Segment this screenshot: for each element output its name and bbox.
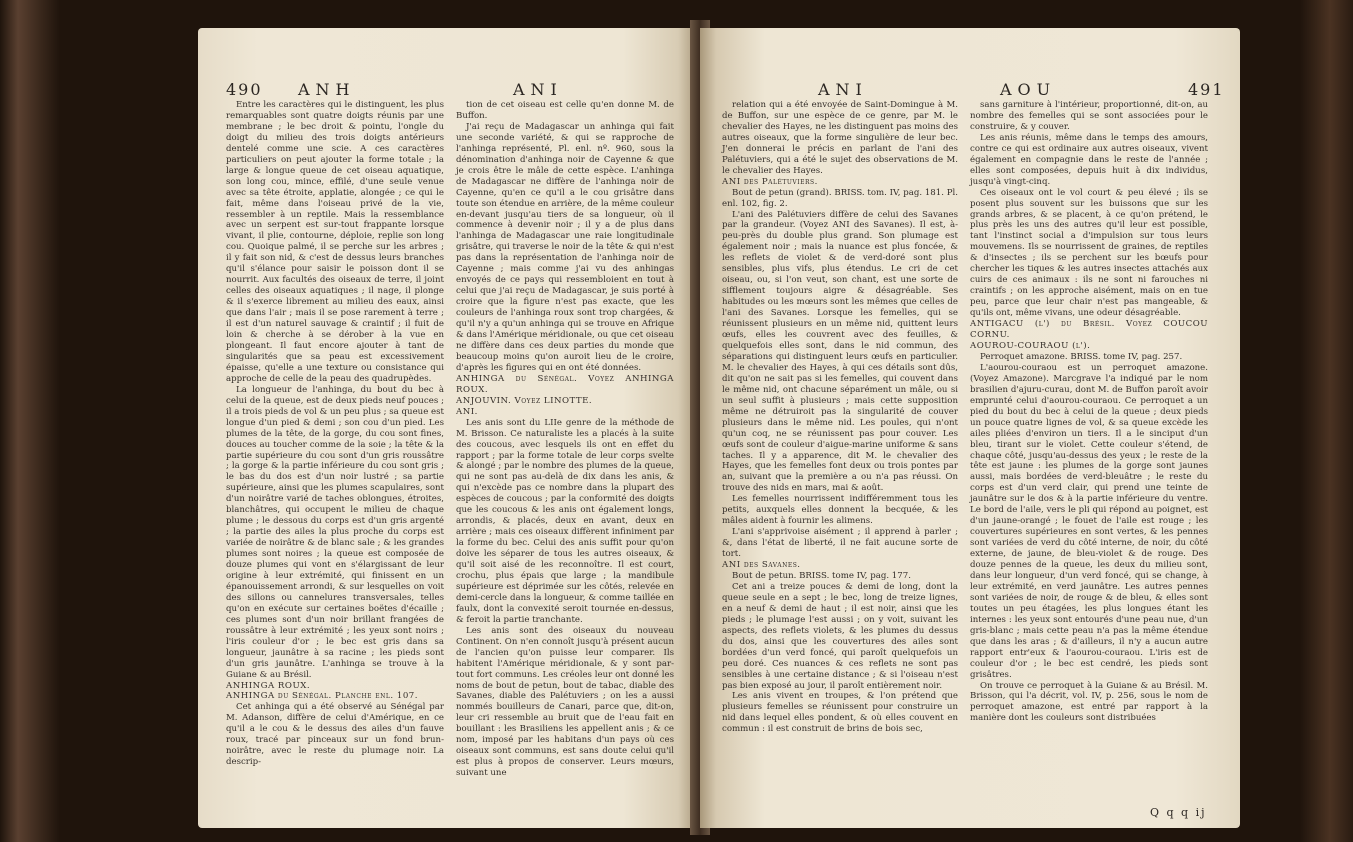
paragraph: On trouve ce perroquet à la Guiane & au Brésil. M. Brisson, qui l'a décrit, vol. IV, p. 256, sous le nom de perroquet amazone, est entré par rapport à la manière dont les couleurs sont distribuées [970, 680, 1208, 724]
right-header-word-left: ANI [818, 80, 868, 99]
paragraph: L'aourou-couraou est un perroquet amazone. (Voyez Amazone). Marcgrave l'a indiqué par le nom brasilien d'ajuru-curau, dont M. de Buffon paroît avoir emprunté celui d'aourou-couraou. Ce perroquet a un pied du bout du bec à celui de la queue ; deux pieds un pouce quatre lignes de vol, & sa queue excède les ailes pliées d'environ un tiers. Il a le sinciput d'un bleu, tirant sur le violet. Cette couleur s'étend, de chaque côté, jusqu'au-dessus des yeux ; le reste de la tête est jaune : les plumes de la gorge sont jaunes aussi, mais bordées de verd-bleuâtre ; le reste du corps est d'un verd clair, qui prend une teinte de jaunâtre sur le dos & à la partie inférieure du ventre. Le bord de l'aile, vers le pli qui répond au poignet, est d'un jaune-orangé ; le fouet de l'aile est rouge ; les couvertures supérieures en sont vertes, & les pennes sont variées de verd du côté interne, de noir, du côté externe, de jaune, de bleu-violet & de rouge. Des douze pennes de la queue, les deux du milieu sont, dans leur longueur, d'un verd foncé, qui se change, à leur extrémité, en verd jaunâtre. Les autres pennes sont variées de noir, de rouge & de bleu, & elles sont toutes un peu étagées, les plus longues étant les internes : les yeux sont entourés d'une peau nue, d'un gris-blanc ; mais cette peau n'a pas la même étendue que dans les aras ; & d'ailleurs, il n'y a aucun autre rapport entr'eux & l'aourou-couraou. L'iris est de couleur d'or ; le bec est cendré, les pieds sont grisâtres. [970, 362, 1208, 680]
paragraph: La longueur de l'anhinga, du bout du bec à celui de la queue, est de deux pieds neuf pouces ; il a trois pieds de vol & un peu plus ; sa queue est longue d'un pied & demi ; son cou d'un pied. Les plumes de la tête, de la gorge, du cou sont fines, douces au toucher comme de la soie ; la tête & la partie supérieure du cou sont d'un gris roussâtre ; la gorge & la partie inférieure du cou sont gris ; le bas du dos est d'un noir lustré ; sa partie supérieure, ainsi que les plumes scapulaires, sont d'un noirâtre varié de taches oblongues, étroites, blanchâtres, qui occupent le milieu de chaque plume ; le dessous du corps est d'un gris argenté ; la partie des ailes la plus proche du corps est variée de noirâtre & de blanc sale ; & les grandes plumes sont noires ; la queue est composée de douze plumes qui vont en s'élargissant de leur origine à leur extrémité, qui finissent en un épanouissement arrondi, & sur lesquelles on voit des sillons ou cannelures transversales, telles qu'on en exécute sur certaines boëtes d'écaille ; ces plumes sont d'un noir brillant frangées de roussâtre à leur extrémité ; les yeux sont noirs ; l'iris couleur d'or ; le bec est gris dans sa longueur, jaunâtre à sa racine ; les pieds sont d'un gris jaunâtre. L'anhinga se trouve à la Guiane & au Brésil. [226, 384, 444, 680]
paragraph: tion de cet oiseau est celle qu'en donne M. de Buffon. [456, 100, 674, 121]
left-page-number: 490 [226, 80, 263, 99]
paragraph: AOUROU-COURAOU (l'). [970, 340, 1091, 351]
paragraph: Les anis sont des oiseaux du nouveau Continent. On n'en connoît jusqu'à présent aucun de l'ancien qu'on puisse leur comparer. Ils habitent l'Amérique méridionale, & y sont par-tout fort communs. Les créoles leur ont donné les noms de bout de petun, bout de tabac, diable des Savanes, diable des Palétuviers ; on les a aussi nommés bouilleurs de Canari, parce que, dit-on, leur cri ressemble au bruit que de l'eau fait en bouillant : les Brasiliens les appellent anis ; & ce nom, imposé par les habitans d'un pays où ces oiseaux sont communs, est sans doute celui qu'il est plus à propos de conserver. Leurs mœurs, suivant une [456, 625, 674, 779]
paragraph: J'ai reçu de Madagascar un anhinga qui fait une seconde variété, & qui se rapproche de l'anhinga représenté, Pl. enl. nº. 960, sous la dénomination d'anhinga noir de Cayenne & que je crois être le mâle de cette espèce. L'anhinga de Madagascar ne diffère de l'anhinga noir de Cayenne, qu'en ce qu'il a le cou grisâtre dans toute son étendue en arrière, de la même couleur en-devant jusqu'au tiers de sa longueur, où il commence à devenir noir ; il y a de plus dans l'anhinga de Madagascar une raie longitudinale grisâtre, qui traverse le noir de la tête & qui n'est pas dans la représentation de l'anhinga noir de Cayenne ; mais comme j'ai vu des anhingas envoyés de ce pays qui ressembloient en tout à celui que j'ai reçu de Madagascar, je suis porté à croire que la figure n'est pas exacte, que les couleurs de l'anhinga roux sont trop chargées, & qu'il n'y a qu'un anhinga qui se trouve en Afrique & dans l'Amérique méridionale, ou que cet oiseau ne diffère dans ces deux parties du monde que beaucoup moins qu'on auroit lieu de le croire, d'après les figures qui en ont été données. [456, 121, 674, 373]
paragraph: Ces oiseaux ont le vol court & peu élevé ; ils se posent plus souvent sur les buissons que sur les grands arbres, & se placent, à ce qu'on prétend, le plus près les uns des autres qu'il leur est possible, tant l'instinct social a d'impulsion sur tous leurs mouvemens. Ils se nourrissent de graines, de reptiles & d'insectes ; ils se perchent sur les bœufs pour chercher les tiques & les autres insectes attachés aux cuirs de ces animaux : ils ne sont ni farouches ni craintifs ; on les approche aisément, mais on en tue peu, parce que leur chair n'est pas mangeable, & qu'ils ont, même vivans, une odeur désagréable. [970, 187, 1208, 319]
paragraph: ANHINGA du Sénégal. Planche enl. 107. [226, 691, 419, 702]
paragraph: ANHINGA ROUX. [226, 680, 311, 691]
paragraph: Cet ani a treize pouces & demi de long, dont la queue seule en a sept ; le bec, long de treize lignes, en a neuf & demi de haut ; il est noir, ainsi que les pieds ; le plumage l'est aussi ; on y voit, suivant les aspects, des reflets violets, & les plumes du dessus du dos, ainsi que les couvertures des ailes sont bordées d'un verd foncé, qui paroît quelquefois un peu doré. Ces nuances & ces reflets ne sont pas sensibles à une certaine distance ; & si l'oiseau n'est pas bien exposé au jour, il paroît entièrement noir. [722, 581, 958, 691]
left-column-1 [226, 100, 444, 768]
page-signature: Q q q ij [1150, 806, 1207, 819]
paragraph: ANHINGA du Sénégal. Voyez ANHINGA ROUX. [456, 373, 674, 395]
paragraph: ANI. [456, 406, 478, 417]
paragraph: Les anis vivent en troupes, & l'on prétend que plusieurs femelles se réunissent pour construire un nid dans lequel elles pondent, & où elles couvent en commun : il est construit de brins de bois sec, [722, 691, 958, 735]
right-column-2 [970, 100, 1208, 724]
paragraph: Les femelles nourrissent indifféremment tous les petits, auxquels elles donnent la becquée, & les mâles aident à fournir les alimens. [722, 494, 958, 527]
paragraph: Bout de petun (grand). BRISS. tom. IV, pag. 181. Pl. enl. 102, fig. 2. [722, 187, 958, 209]
left-header-word-right: ANI [513, 80, 563, 99]
paragraph: ANI des Palétuviers. [722, 176, 818, 187]
paragraph: Cet anhinga qui a été observé au Sénégal par M. Adanson, diffère de celui d'Amérique, en ce qu'il a le cou & le dessus des ailes d'un fauve roux, tracé par pinceaux sur un fond brun-noirâtre, avec le reste du plumage noir. La descrip- [226, 702, 444, 768]
right-header-word: AOU [1000, 80, 1057, 99]
left-page [198, 28, 698, 828]
paragraph: L'ani s'apprivoise aisément ; il apprend à parler ; &, dans l'état de liberté, il ne fait aucune sorte de tort. [722, 527, 958, 560]
left-header-word: ANH [298, 80, 356, 99]
paragraph: Bout de petun. BRISS. tome IV, pag. 177. [732, 570, 911, 581]
paragraph: Entre les caractères qui le distinguent, les plus remarquables sont quatre doigts réunis par une membrane ; le bec droit & pointu, l'ongle du doigt du milieu des trois doigts antérieurs dentelé comme une scie. A ces caractères particuliers on peut ajouter la forme totale ; la large & longue queue de cet oiseau aquatique, son long cou, mince, effilé, d'une seule venue avec sa tête étroite, applatie, alongée ; ce qui le fait, même dans l'oiseau privé de la vie, ressembler à un reptile. Mais la ressemblance avec un serpent est sur-tout frappante lorsque vivant, il plie, contourne, déploie, replie son long cou. Quoique palmé, il se perche sur les arbres ; il y fait son nid, & c'est de dessus leurs branches qu'il s'élance pour saisir le poisson dont il se nourrit. Aux facultés des oiseaux de terre, il joint celles des oiseaux aquatiques ; il nage, il plonge & il s'exerce librement au milieu des eaux, ainsi que dans l'air ; mais il se pose rarement à terre ; il est d'un naturel sauvage & craintif ; il fuit de loin & cherche à se dérober à la vue en plongeant. Il faut encore ajouter à tant de singularités que sa peau est excessivement épaisse, qu'elle a une texture ou consistance qui approche de celle de la peau des quadrupèdes. [226, 100, 444, 384]
right-page [700, 28, 1240, 828]
paragraph: sans garniture à l'intérieur, proportionné, dit-on, au nombre des femelles qui se sont associées pour le construire, & y couver. [970, 100, 1208, 132]
paragraph: Perroquet amazone. BRISS. tome IV, pag. 257. [980, 351, 1183, 362]
right-page-number: 491 [1188, 80, 1225, 99]
paragraph: L'ani des Palétuviers diffère de celui des Savanes par la grandeur. (Voyez ANI des Savanes). Il est, à-peu-près du double plus grand. Son plumage est également noir ; mais la nuance est plus foncée, & les reflets de violet & de verd-doré sont plus sensibles, plus vifs, plus étendus. Le cri de cet oiseau, ou, si l'on veut, son chant, est une sorte de sifflement toujours aigre & désagréable. Ses habitudes ou les mœurs sont les mêmes que celles de l'ani des Savanes. Lorsque les femelles, qui se réunissent plusieurs en un même nid, quittent leurs œufs, elles les couvrent avec des feuilles, & quelquefois elles sont, dans le nid commun, des séparations qui distinguent leurs œufs en particulier. M. le chevalier des Hayes, à qui ces détails sont dûs, dit qu'on ne sait pas si les femelles, qui couvent dans le même nid, ont chacune séparément un mâle, ou si un seul suffit à plusieurs ; mais cette supposition même ne détruiroit pas la singularité de couver plusieurs dans le même nid. Les poules, qui n'ont qu'un coq, ne se réunissent pas pour couver. Les œufs sont de couleur d'aigue-marine uniforme & sans taches. Il y a apparence, dit M. le chevalier des Hayes, que les femelles font deux ou trois pontes par an, suivant que la première a ou n'a pas réussi. On trouve des nids en mars, mai & août. [722, 209, 958, 494]
paragraph: Les anis réunis, même dans le temps des amours, contre ce qui est ordinaire aux autres oiseaux, vivent également en compagnie dans le reste de l'année ; elles sont composées, depuis huit à dix individus, jusqu'à vingt-cinq. [970, 132, 1208, 187]
left-column-2 [456, 100, 674, 779]
paragraph: Les anis sont du LIIe genre de la méthode de M. Brisson. Ce naturaliste les a placés à la suite des coucous, avec lesquels ils ont en effet du rapport ; par la forme totale de leur corps svelte & alongé ; par le nombre des plumes de la queue, qui ne sont pas au-delà de dix dans les anis, & qui n'excède pas ce nombre dans la plupart des espèces de coucous ; par la conformité des doigts que les coucous & les anis ont également longs, arrondis, & placés, deux en avant, deux en arrière ; mais ces oiseaux diffèrent infiniment par la forme du bec. Celui des anis suffit pour qu'on doive les séparer de tous les autres oiseaux, & qu'il soit aisé de les reconnoître. Il est court, crochu, plus épais que large ; la mandibule supérieure est déprimée sur les côtés, relevée en demi-cercle dans la longueur, & comme taillée en faulx, dont la convexité seroit tournée en-dessus, & feroit la partie tranchante. [456, 417, 674, 625]
paragraph: ANJOUVIN. Voyez LINOTTE. [456, 395, 593, 406]
paragraph: ANTIGACU (l') du Brésil. Voyez COUCOU CORNU. [970, 319, 1208, 341]
paragraph: relation qui a été envoyée de Saint-Domingue à M. de Buffon, sur une espèce de ce genre, par M. le chevalier des Hayes, ne les distinguent pas moins des autres oiseaux, que la forme singulière de leur bec. J'en donnerai le précis en parlant de l'ani des Palétuviers, qui a été le sujet des observations de M. le chevalier des Hayes. [722, 100, 958, 176]
paragraph: ANI des Savanes. [722, 560, 801, 571]
right-column-1 [722, 100, 958, 735]
